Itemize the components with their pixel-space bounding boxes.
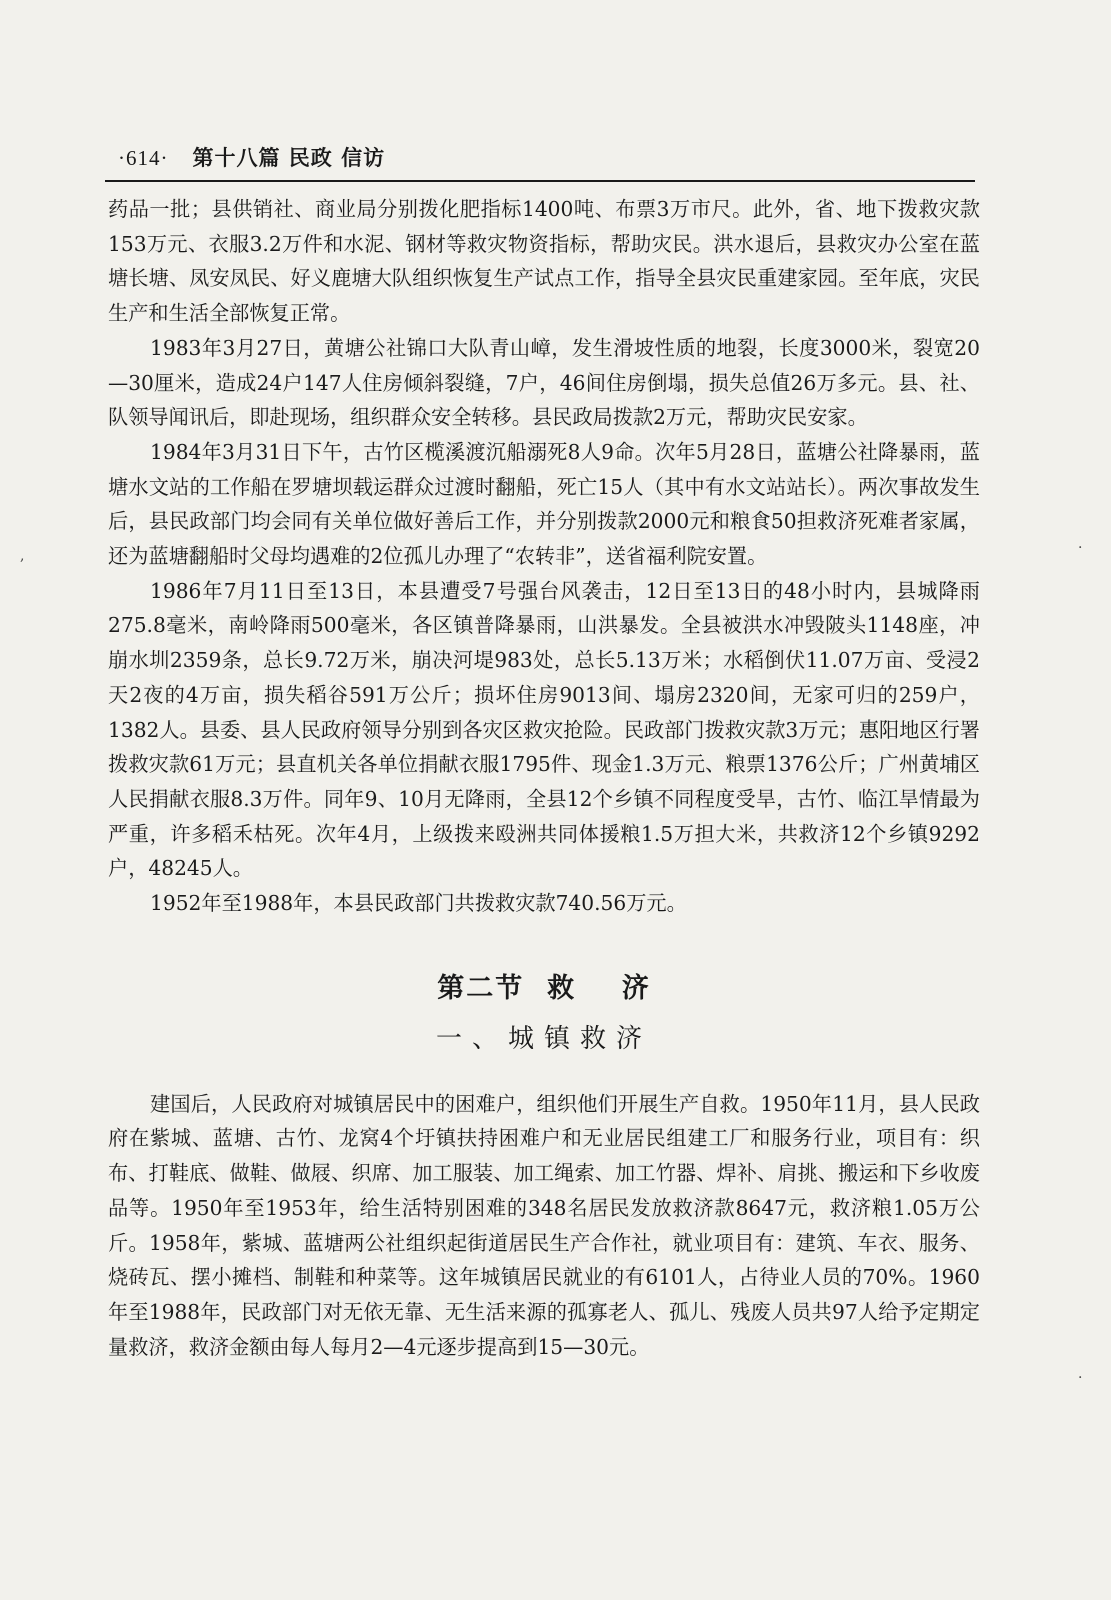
body-paragraph: 1952年至1988年，本县民政部门共拨救灾款740.56万元。 xyxy=(150,891,687,916)
body-paragraph: 1984年3月31日下午，古竹区榄溪渡沉船溺死8人9命。次年5月28日，蓝塘公社降暴雨，蓝塘水文站的工作船在罗塘坝载运群众过渡时翻船，死亡15人（其中有水文站站长）。两次事故发生后，县民政部门均会同有关单位做好善后工作，并分别拨款2000元和粮食50担救济死难者家属，还为蓝塘翻船时父母均遇难的2位孤儿办理了“农转非”，送省福利院安置。 xyxy=(108,439,980,569)
scan-speck: , xyxy=(20,548,25,564)
subsection-title: 一、城镇救济 xyxy=(435,1023,652,1054)
body-paragraph: 1986年7月11日至13日，本县遭受7号强台风袭击，12日至13日的48小时内，县城降雨275.8毫米，南岭降雨500毫米，各区镇普降暴雨，山洪暴发。全县被洪水冲毁陂头1148座，冲崩水圳2359条，总长9.72万米，崩决河堤983处，总长5.13万米；水稻倒伏11.07万亩、受浸2天2夜的4万亩，损失稻谷591万公斤；损坏住房9013间、塌房2320间，无家可归的259户，1382人。县委、县人民政府领导分别到各灾区救灾抢险。民政部门拨救灾款3万元；惠阳地区行署拨救灾款61万元；县直机关各单位捐献衣服1795件、现金1.3万元、粮票1376公斤；广州黄埔区人民捐献衣服8.3万件。同年9、10月无降雨，全县12个乡镇不同程度受旱，古竹、临江旱情最为严重，许多稻禾枯死。次年4月，上级拨来殴洲共同体援粮1.5万担大米，共救济12个乡镇9292户，48245人。 xyxy=(108,578,980,881)
running-header xyxy=(118,142,385,172)
body-paragraph: 药品一批；县供销社、商业局分别拨化肥指标1400吨、布票3万市尺。此外，省、地下拨救灾款153万元、衣服3.2万件和水泥、钢材等救灾物资指标，帮助灾民。洪水退后，县救灾办公室在蓝塘长塘、凤安凤民、好义鹿塘大队组织恢复生产试点工作，指导全县灾民重建家园。至年底，灾民生产和生活全部恢复正常。 xyxy=(108,197,980,326)
scan-speck: · xyxy=(1078,540,1083,556)
page-body xyxy=(108,192,980,1364)
chapter-title: 第十八篇 民政 信访 xyxy=(192,146,386,170)
page-number: ·614· xyxy=(118,146,169,170)
body-paragraph: 1983年3月27日，黄塘公社锦口大队青山嶂，发生滑坡性质的地裂，长度3000米，裂宽20—30厘米，造成24户147人住房倾斜裂缝，7户，46间住房倒塌，损失总值26万多元。县、社、队领导闻讯后，即赴现场，组织群众安全转移。县民政局拨款2万元，帮助灾民安家。 xyxy=(108,335,980,430)
scan-speck: · xyxy=(1078,1370,1083,1386)
section-title: 第二节 救 济 xyxy=(437,972,651,1004)
body-paragraph: 建国后，人民政府对城镇居民中的困难户，组织他们开展生产自救。1950年11月，县人民政府在紫城、蓝塘、古竹、龙窝4个圩镇扶持困难户和无业居民组建工厂和服务行业，项目有：织布、打鞋底、做鞋、做屐、织席、加工服装、加工绳索、加工竹器、焊补、肩挑、搬运和下乡收废品等。1950年至1953年，给生活特别困难的348名居民发放救济款8647元，救济粮1.05万公斤。1958年，紫城、蓝塘两公社组织起街道居民生产合作社，就业项目有：建筑、车衣、服务、烧砖瓦、摆小摊档、制鞋和种菜等。这年城镇居民就业的有6101人，占待业人员的70%。1960年至1988年，民政部门对无依无靠、无生活来源的孤寡老人、孤儿、残废人员共97人给予定期定量救济，救济金额由每人每月2—4元逐步提高到15—30元。 xyxy=(108,1091,980,1359)
header-rule xyxy=(105,180,975,182)
